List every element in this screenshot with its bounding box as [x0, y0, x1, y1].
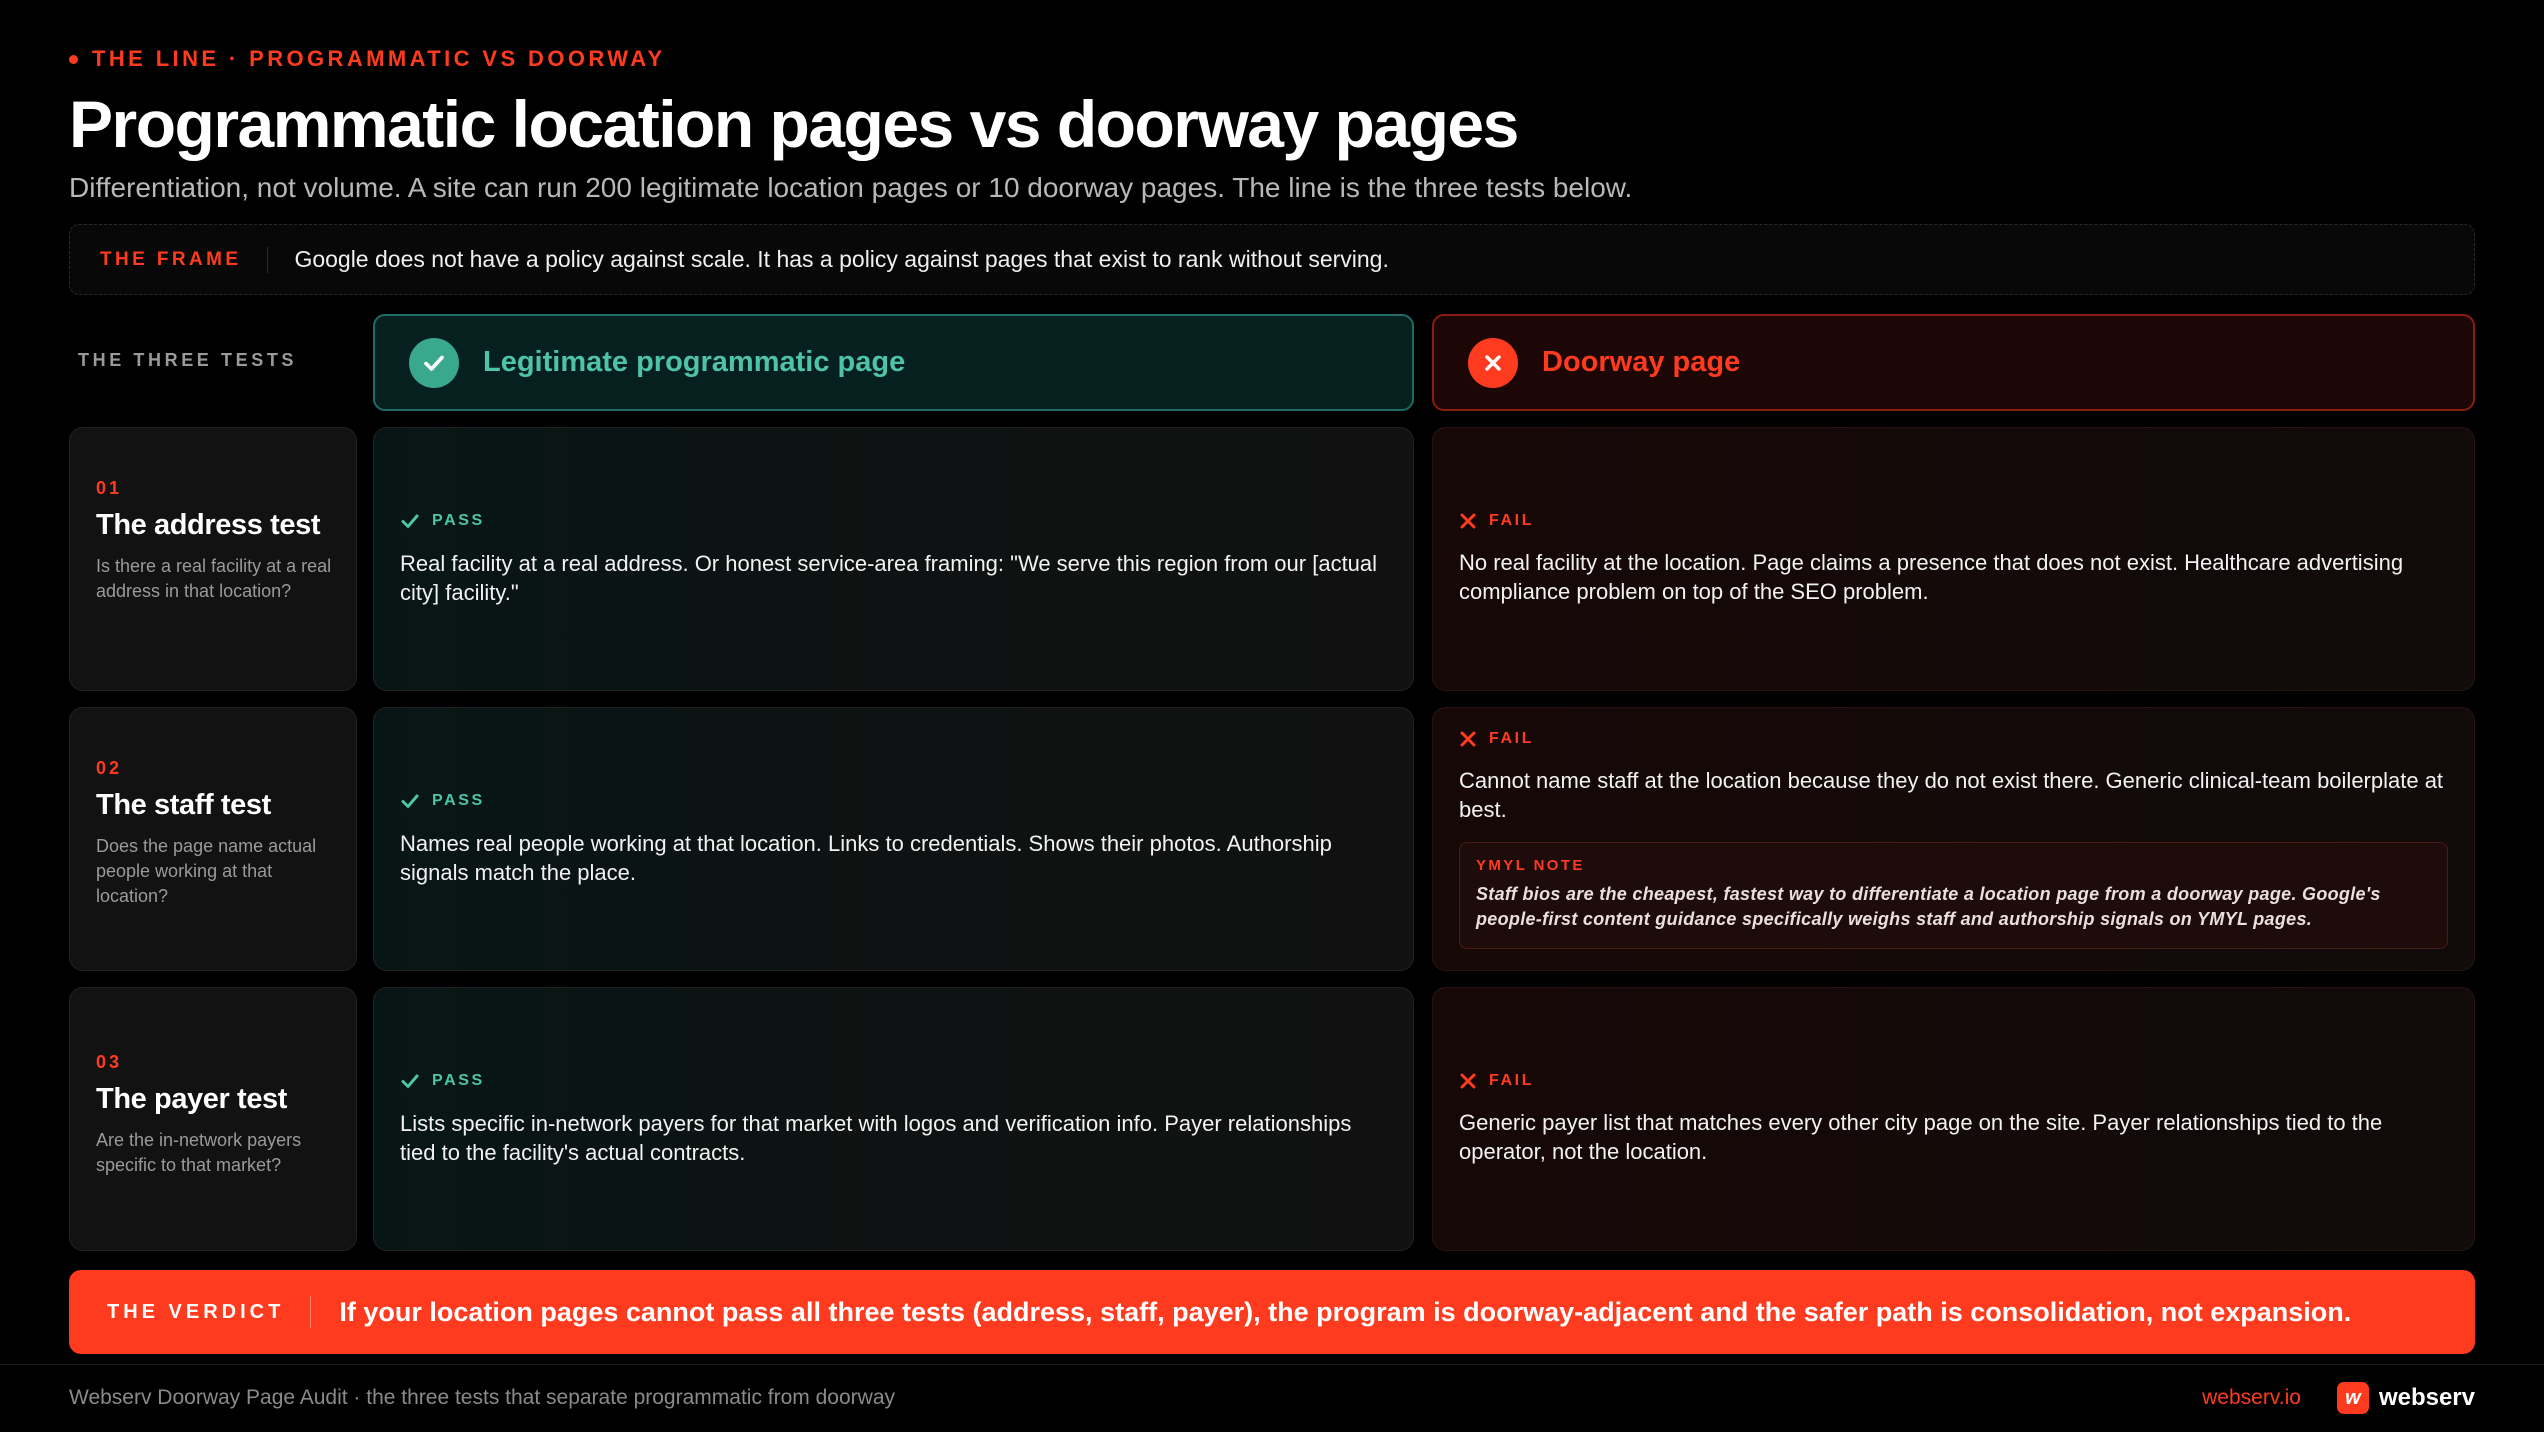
verdict-banner: [69, 1270, 2475, 1354]
eyebrow: [69, 46, 666, 72]
pass-text: Real facility at a real address. Or honest service-area framing: "We serve this region from our [actual city] facility.": [400, 551, 1378, 605]
eyebrow-dot-icon: [69, 55, 78, 64]
fail-label: FAIL: [1489, 729, 1535, 747]
pass-card-payer: [373, 987, 1414, 1251]
ymyl-note-text: Staff bios are the cheapest, fastest way to differentiate a location page from a doorway page. Google's people-first content guidance specifically weighs staff and authorship signals on YMYL pages.: [1476, 883, 2381, 929]
verdict-tag: THE VERDICT: [69, 1296, 311, 1328]
frame-text: Google does not have a policy against scale. It has a policy against pages that exist to rank without serving.: [294, 246, 1389, 272]
test-number: 02: [96, 758, 123, 778]
ymyl-note-tag: YMYL NOTE: [1476, 856, 1585, 874]
test-question: Is there a real facility at a real address in that location?: [96, 556, 332, 601]
test-card-staff: [69, 707, 357, 971]
legit-column-header: [373, 314, 1414, 411]
pass-card-address: [373, 427, 1414, 691]
fail-text: Cannot name staff at the location because they do not exist there. Generic clinical-team boilerplate at best.: [1459, 767, 2444, 822]
test-card-address: [69, 427, 357, 691]
check-icon: [409, 338, 459, 388]
fail-card-address: [1432, 427, 2475, 691]
frame-box: [69, 224, 2475, 295]
test-title: The staff test: [96, 789, 271, 821]
doorway-column-title: Doorway page: [1542, 346, 1741, 378]
tests-column-label: THE THREE TESTS: [78, 350, 298, 370]
x-icon: [1459, 512, 1477, 530]
test-question: Are the in-network payers specific to that market?: [96, 1130, 302, 1175]
webserv-logo-icon: w: [2337, 1382, 2369, 1414]
pass-status: [400, 511, 1387, 531]
fail-status: [1459, 730, 2448, 748]
check-icon: [400, 791, 420, 811]
pass-text: Lists specific in-network payers for that market with logos and verification info. Payer relationships tied to the facility's actual contracts.: [400, 1111, 1352, 1165]
fail-status: [1459, 1072, 2448, 1090]
fail-text: Generic payer list that matches every other city page on the site. Payer relationships tied to the operator, not the location.: [1459, 1110, 2383, 1164]
x-icon: [1468, 338, 1518, 388]
fail-text: No real facility at the location. Page claims a presence that does not exist. Healthcare advertising compliance problem on top of the SEO problem.: [1459, 550, 2404, 604]
check-icon: [400, 511, 420, 531]
test-title: The address test: [96, 509, 321, 541]
test-card-payer: [69, 987, 357, 1251]
ymyl-note: [1459, 842, 2448, 949]
footer: [69, 1364, 2475, 1432]
fail-status: [1459, 512, 2448, 530]
footer-right: [2202, 1382, 2475, 1414]
doorway-column-header: [1432, 314, 2475, 411]
fail-card-payer: [1432, 987, 2475, 1251]
test-title: The payer test: [96, 1083, 288, 1115]
frame-tag: THE FRAME: [70, 247, 268, 273]
pass-card-staff: [373, 707, 1414, 971]
fail-card-staff: [1432, 707, 2475, 971]
pass-label: PASS: [432, 512, 485, 529]
verdict-text: If your location pages cannot pass all three tests (address, staff, payer), the program is doorway-adjacent and the safer path is consolidation, not expansion.: [339, 1296, 2352, 1327]
pass-label: PASS: [432, 792, 485, 809]
legit-column-title: Legitimate programmatic page: [483, 346, 906, 378]
brand-name: webserv: [2378, 1384, 2475, 1411]
fail-label: FAIL: [1489, 1072, 1535, 1089]
test-number: 03: [96, 1052, 123, 1072]
pass-status: [400, 791, 1387, 811]
page-title: Programmatic location pages vs doorway pages: [69, 87, 1518, 161]
eyebrow-label: THE LINE · PROGRAMMATIC VS DOORWAY: [92, 46, 666, 71]
footer-text: Webserv Doorway Page Audit · the three tests that separate programmatic from doorway: [69, 1386, 895, 1409]
pass-status: [400, 1071, 1387, 1091]
fail-label: FAIL: [1489, 512, 1535, 529]
test-question: Does the page name actual people working at that location?: [96, 836, 317, 906]
footer-url-link[interactable]: webserv.io: [2202, 1386, 2301, 1409]
x-icon: [1459, 1072, 1477, 1090]
test-number: 01: [96, 478, 123, 498]
pass-label: PASS: [432, 1072, 485, 1089]
page-subtitle: Differentiation, not volume. A site can run 200 legitimate location pages or 10 doorway pages. The line is the three tests below.: [69, 172, 1633, 203]
brand[interactable]: [2337, 1382, 2475, 1414]
pass-text: Names real people working at that location. Links to credentials. Shows their photos. Authorship signals match the place.: [400, 831, 1332, 885]
check-icon: [400, 1071, 420, 1091]
x-icon: [1459, 730, 1477, 748]
